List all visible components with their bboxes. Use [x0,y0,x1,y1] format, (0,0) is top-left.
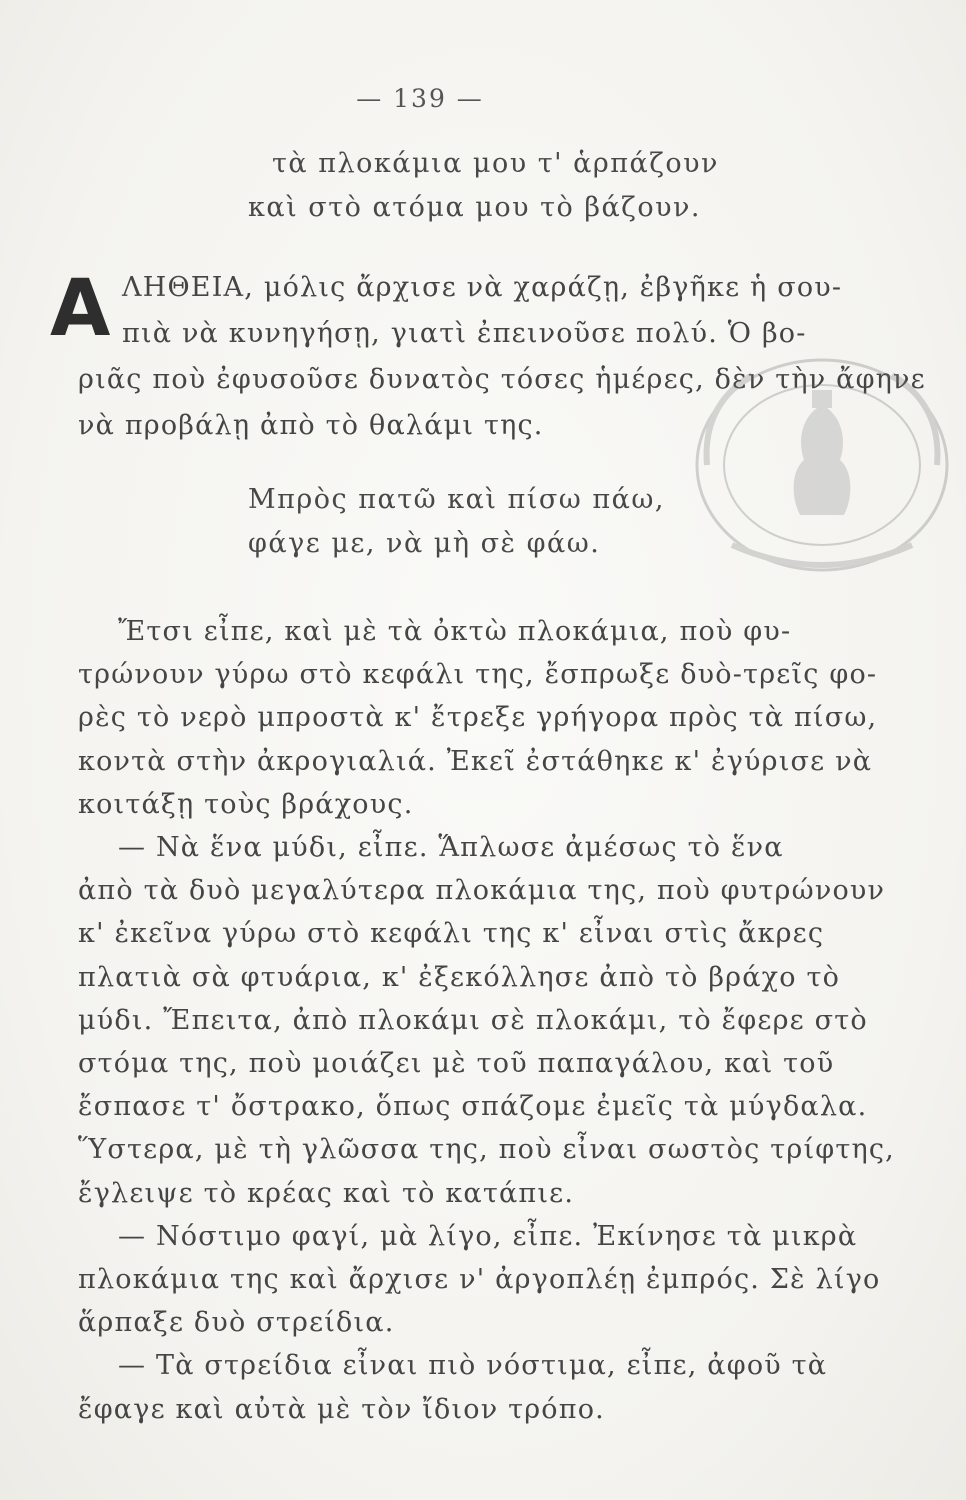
verse-line: τὰ πλοκάμια μου τ' ἁρπάζουν [272,148,719,179]
paragraph-line: πιὰ νὰ κυνηγήσῃ, γιατὶ ἐπεινοῦσε πολύ. Ὁ βο- [122,318,807,349]
paragraph-line: πλατιὰ σὰ φτυάρια, κ' ἐξεκόλλησε ἀπὸ τὸ βράχο τὸ [78,961,841,993]
paragraph-line: — Τὰ στρείδια εἶναι πιὸ νόστιμα, εἶπε, ἀφοῦ τὰ [118,1350,828,1382]
paragraph-line: Ὕστερα, μὲ τὴ γλῶσσα της, ποὺ εἶναι σωστὸς τρίφτης, [78,1134,895,1166]
paragraph-line: ἀπὸ τὰ δυὸ μεγαλύτερα πλοκάμια της, ποὺ φυτρώνουν [78,875,886,907]
paragraph-line: ἔγλειψε τὸ κρέας καὶ τὸ κατάπιε. [78,1177,575,1209]
paragraph-line: κοιτάξῃ τοὺς βράχους. [78,788,414,820]
verse-couplet-top [248,142,719,230]
paragraph-line: τρώνουν γύρω στὸ κεφάλι της, ἔσπρωξε δυὸ-τρεῖς φο- [78,659,878,691]
paragraph-line: ρὲς τὸ νερὸ μπροστὰ κ' ἔτρεξε γρήγορα πρὸς τὰ πίσω, [78,702,878,734]
paragraph-line: κ' ἐκεῖνα γύρω στὸ κεφάλι της κ' εἶναι στὶς ἄκρες [78,918,825,950]
paragraph-line: μύδι. Ἔπειτα, ἀπὸ πλοκάμι σὲ πλοκάμι, τὸ ἔφερε στὸ [78,1004,868,1036]
paragraph-line: ἅρπαξε δυὸ στρείδια. [78,1307,395,1339]
paragraph-line: στόμα της, ποὺ μοιάζει μὲ τοῦ παπαγάλου, καὶ τοῦ [78,1048,835,1080]
verse-couplet-middle [248,478,665,566]
paragraph-line: ριᾶς ποὺ ἐφυσοῦσε δυνατὸς τόσες ἡμέρες, δὲν τὴν ἄφηνε [78,364,926,395]
paragraph-line: ΛΗΘΕΙΑ, μόλις ἄρχισε νὰ χαράζῃ, ἐβγῆκε ἡ σου- [122,272,843,303]
paragraph-line: Ἔτσι εἶπε, καὶ μὲ τὰ ὀκτὼ πλοκάμια, ποὺ φυ- [118,616,792,647]
paragraph-line: ἔφαγε καὶ αὐτὰ μὲ τὸν ἴδιον τρόπο. [78,1393,605,1425]
paragraph-line: νὰ προβάλῃ ἀπὸ τὸ θαλάμι της. [78,410,544,441]
verse-line: Μπρὸς πατῶ καὶ πίσω πάω, [248,484,665,515]
verse-line: καὶ στὸ ατόμα μου τὸ βάζουν. [248,192,701,223]
drop-cap: Α [50,264,111,354]
body-paragraphs [78,610,895,1431]
paragraph-line: πλοκάμια της καὶ ἄρχισε ν' ἀργοπλέῃ ἐμπρός. Σὲ λίγο [78,1264,881,1296]
opening-paragraph [78,265,926,449]
page-number: — 139 — [356,84,484,113]
paragraph-line: — Νὰ ἕνα μύδι, εἶπε. Ἅπλωσε ἀμέσως τὸ ἕνα [118,832,784,864]
paragraph-line: — Νόστιμο φαγί, μὰ λίγο, εἶπε. Ἐκίνησε τὰ μικρὰ [118,1220,858,1252]
paragraph-line: ἔσπασε τ' ὄστρακο, ὅπως σπάζομε ἐμεῖς τὰ μύγδαλα. [78,1091,868,1123]
verse-line: φάγε με, νὰ μὴ σὲ φάω. [248,528,601,559]
paragraph-line: κοντὰ στὴν ἀκρογιαλιά. Ἐκεῖ ἐστάθηκε κ' ἐγύρισε νὰ [78,745,873,777]
